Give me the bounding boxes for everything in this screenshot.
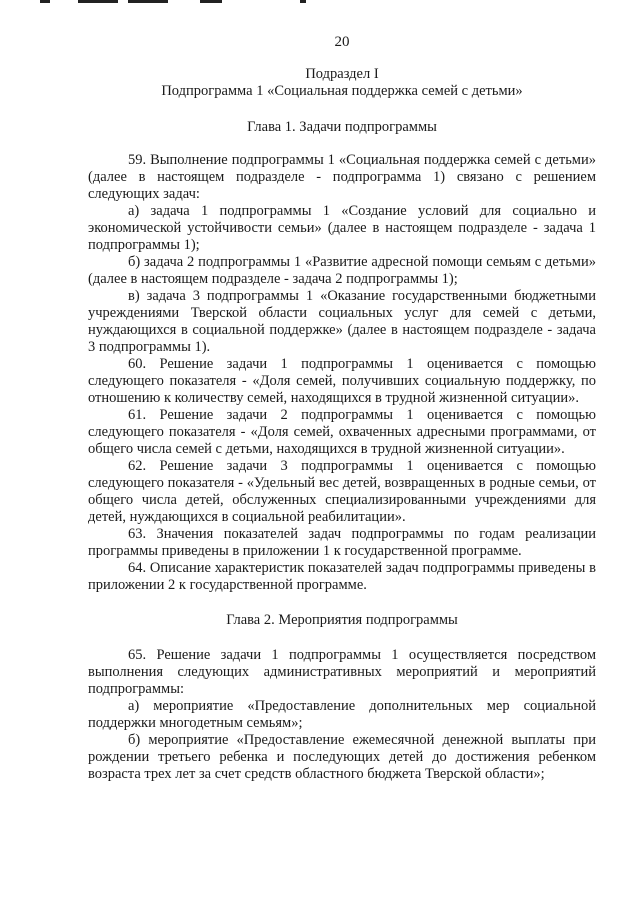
task-a: а) задача 1 подпрограммы 1 «Создание условий для социально и экономической устойчивости семьи» (далее в настоящем подразделе - задача 1 подпрограммы 1);: [88, 203, 596, 253]
paragraph-60: 60. Решение задачи 1 подпрограммы 1 оценивается с помощью следующего показателя - «Доля семей, получивших социальную поддержку, по отношению к количеству семей, находящихся в трудной жизненной ситуации».: [88, 356, 596, 406]
paragraph-63: 63. Значения показателей задач подпрограммы по годам реализации программы приведены в приложении 1 к государственной программе.: [88, 526, 596, 559]
paragraph-59: 59. Выполнение подпрограммы 1 «Социальная поддержка семей с детьми» (далее в настоящем подразделе - подпрограмма 1) связано с решением следующих задач:: [88, 152, 596, 202]
chapter2-title: Глава 2. Мероприятия подпрограммы: [226, 612, 458, 628]
measure-b: б) мероприятие «Предоставление ежемесячной денежной выплаты при рождении третьего ребенка и последующих детей до достижения ребенком возраста трех лет за счет средств областного бюджета Тверской области»;: [88, 732, 596, 782]
page-number: 20: [334, 34, 350, 50]
paragraph-62: 62. Решение задачи 3 подпрограммы 1 оценивается с помощью следующего показателя - «Удельный вес детей, возвращенных в родные семьи, от общего числа детей, обслуженных специализированными учреждениями для детей, нуждающихся в социальной реабилитации».: [88, 458, 596, 525]
paragraph-65: 65. Решение задачи 1 подпрограммы 1 осуществляется посредством выполнения следующих административных мероприятий и мероприятий подпрограммы:: [88, 647, 596, 697]
task-b: б) задача 2 подпрограммы 1 «Развитие адресной помощи семьям с детьми» (далее в настоящем подразделе - задача 2 подпрограммы 1);: [88, 254, 596, 287]
task-c: в) задача 3 подпрограммы 1 «Оказание государственными бюджетными учреждениями Тверской области социальных услуг для семей с детьми, нуждающихся в социальной поддержке» (далее в настоящем подразделе - задача 3 подпрограммы 1).: [88, 288, 596, 355]
measure-a: а) мероприятие «Предоставление дополнительных мер социальной поддержки многодетным семьям»;: [88, 698, 596, 731]
paragraph-61: 61. Решение задачи 2 подпрограммы 1 оценивается с помощью следующего показателя - «Доля семей, охваченных адресными программами, от общего числа семей с детьми, находящихся в трудной жизненной ситуации».: [88, 407, 596, 457]
subsection-title: Подраздел I: [305, 66, 379, 82]
paragraph-64: 64. Описание характеристик показателей задач подпрограммы приведены в приложении 2 к государственной программе.: [88, 560, 596, 593]
chapter1-title: Глава 1. Задачи подпрограммы: [247, 119, 437, 135]
document-page: [88, 32, 596, 783]
subprogram-title: Подпрограмма 1 «Социальная поддержка семей с детьми»: [161, 83, 523, 99]
scan-edge-marks: [0, 0, 640, 6]
